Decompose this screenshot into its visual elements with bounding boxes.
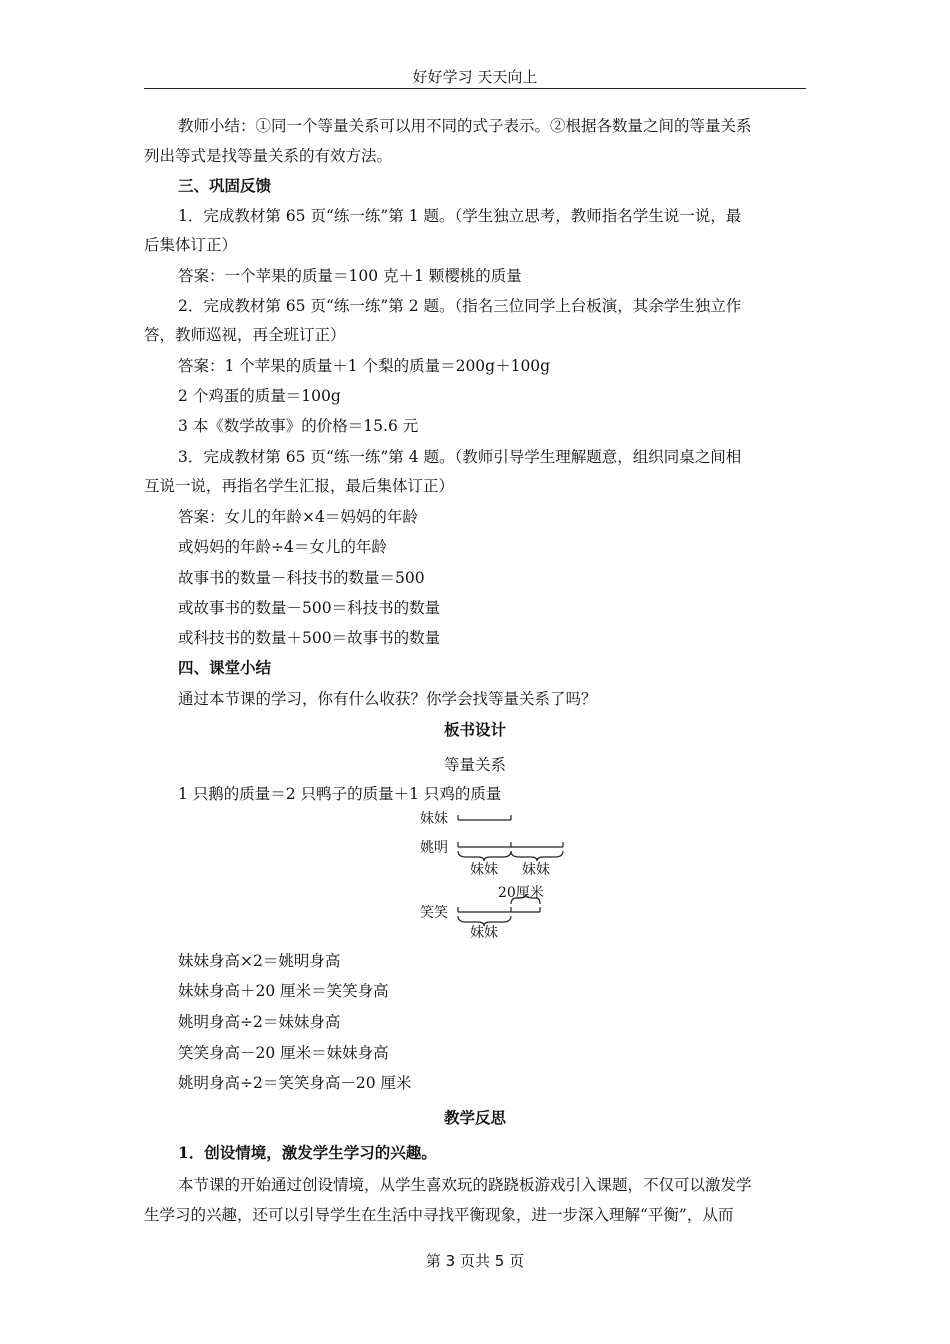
- board-equation: 1 只鹅的质量＝2 只鸭子的质量＋1 只鸡的质量: [178, 785, 502, 803]
- section-3-heading: 三、巩固反馈: [178, 176, 272, 195]
- header-divider: [144, 88, 806, 89]
- reflection-text-line2: 生学习的兴趣，还可以引导学生在生活中寻找平衡现象，进一步深入理解“平衡”，从而: [144, 1206, 734, 1224]
- answer-2-line2: 2 个鸡蛋的质量＝100g: [178, 387, 341, 405]
- exercise-2-line2: 答，教师巡视，再全班订正）: [144, 326, 346, 344]
- diagram-row3-part: 妹妹: [470, 925, 498, 941]
- height-equation-2: 妹妹身高＋20 厘米＝笑笑身高: [178, 982, 389, 1000]
- height-comparison-diagram: [410, 806, 580, 944]
- section-4-heading: 四、课堂小结: [178, 658, 272, 677]
- exercise-1-line1: 1．完成教材第 65 页“练一练”第 1 题。（学生独立思考，教师指名学生说一说，最: [178, 207, 742, 225]
- height-equation-4: 笑笑身高－20 厘米＝妹妹身高: [178, 1044, 389, 1062]
- teacher-summary-line2: 列出等式是找等量关系的有效方法。: [144, 147, 393, 165]
- teaching-reflection-title: 教学反思: [443, 1108, 506, 1127]
- answer-3-line3: 故事书的数量－科技书的数量＝500: [178, 569, 425, 587]
- page-footer: 第 3 页共 5 页: [425, 1252, 525, 1270]
- height-equation-3: 姚明身高÷2＝妹妹身高: [178, 1013, 341, 1031]
- answer-2-line3: 3 本《数学故事》的价格＝15.6 元: [178, 417, 419, 435]
- reflection-text-line1: 本节课的开始通过创设情境，从学生喜欢玩的跷跷板游戏引入课题，不仅可以激发学: [178, 1176, 752, 1194]
- exercise-3-line2: 互说一说，再指名学生汇报，最后集体订正）: [144, 477, 455, 495]
- diagram-row2-label: 姚明: [420, 840, 448, 856]
- answer-3-line1: 答案：女儿的年龄×4＝妈妈的年龄: [178, 508, 418, 526]
- diagram-row3-label: 笑笑: [420, 905, 448, 921]
- answer-2-line1: 答案：1 个苹果的质量＋1 个梨的质量＝200g＋100g: [178, 357, 551, 375]
- diagram-row3-extra: 20厘米: [498, 885, 544, 901]
- answer-3-line4: 或故事书的数量－500＝科技书的数量: [178, 599, 441, 617]
- reflection-point-1: 1．创设情境，激发学生学习的兴趣。: [178, 1143, 437, 1162]
- board-design-subtitle: 等量关系: [443, 756, 506, 774]
- height-equation-1: 妹妹身高×2＝姚明身高: [178, 952, 341, 970]
- diagram-row2-part2: 妹妹: [522, 862, 550, 878]
- answer-1: 答案：一个苹果的质量＝100 克＋1 颗樱桃的质量: [178, 267, 522, 285]
- answer-3-line2: 或妈妈的年龄÷4＝女儿的年龄: [178, 538, 387, 556]
- board-design-title: 板书设计: [443, 720, 506, 739]
- answer-3-line5: 或科技书的数量＋500＝故事书的数量: [178, 629, 441, 647]
- diagram-row1-label: 妹妹: [420, 811, 448, 827]
- page-header: 好好学习 天天向上: [412, 68, 538, 86]
- teacher-summary-line1: 教师小结：①同一个等量关系可以用不同的式子表示。②根据各数量之间的等量关系: [178, 117, 752, 135]
- exercise-1-line2: 后集体订正）: [144, 236, 238, 254]
- exercise-2-line1: 2．完成教材第 65 页“练一练”第 2 题。（指名三位同学上台板演，其余学生独立作: [178, 297, 742, 315]
- exercise-3-line1: 3．完成教材第 65 页“练一练”第 4 题。（教师引导学生理解题意，组织同桌之间相: [178, 448, 742, 466]
- class-summary-text: 通过本节课的学习，你有什么收获？你学会找等量关系了吗？: [178, 690, 597, 708]
- height-equation-5: 姚明身高÷2＝笑笑身高－20 厘米: [178, 1074, 412, 1092]
- diagram-row2-part1: 妹妹: [470, 862, 498, 878]
